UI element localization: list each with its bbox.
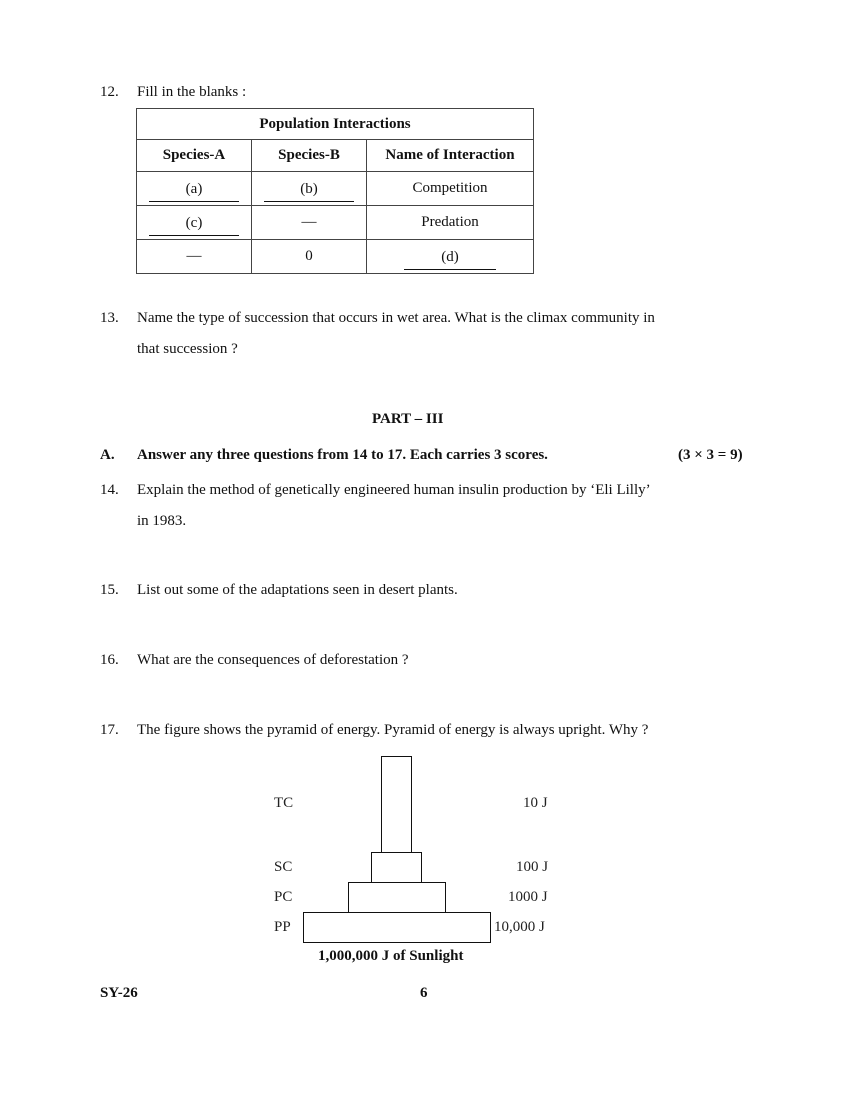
question-17-text: The figure shows the pyramid of energy. Pyramid of energy is always upright. Why ? (137, 722, 649, 738)
cell-species-b: 0 (252, 240, 367, 274)
blank-c: (c) (149, 214, 239, 236)
pyramid-level-sc (371, 852, 422, 883)
question-number-14: 14. (100, 482, 119, 498)
footer-code: SY-26 (100, 985, 138, 1001)
energy-label-pc: 1000 J (508, 889, 548, 905)
question-number-15: 15. (100, 582, 119, 598)
population-interactions-table (136, 108, 534, 274)
question-number-17: 17. (100, 722, 119, 738)
cell-interaction: Predation (367, 206, 534, 240)
level-label-sc: SC (274, 859, 293, 875)
pyramid-level-tc (381, 756, 412, 853)
level-label-tc: TC (274, 795, 294, 811)
blank-d: (d) (404, 248, 496, 270)
header-name-of-interaction: Name of Interaction (367, 140, 534, 172)
part-heading: PART – III (372, 411, 444, 427)
question-15-text: List out some of the adaptations seen in desert plants. (137, 582, 458, 598)
question-number-13: 13. (100, 310, 119, 326)
question-number-16: 16. (100, 652, 119, 668)
table-row (137, 172, 534, 206)
table-row (137, 240, 534, 274)
level-label-pc: PC (274, 889, 293, 905)
section-letter: A. (100, 447, 115, 463)
question-number-12: 12. (100, 84, 119, 100)
header-species-a: Species-A (137, 140, 252, 172)
sunlight-caption: 1,000,000 J of Sunlight (318, 948, 464, 964)
level-label-pp: PP (274, 919, 291, 935)
table-row (137, 206, 534, 240)
blank-a: (a) (149, 180, 239, 202)
energy-label-sc: 100 J (516, 859, 549, 875)
section-marks: (3 × 3 = 9) (678, 447, 743, 463)
table-caption: Population Interactions (137, 109, 534, 140)
question-12-text: Fill in the blanks : (137, 84, 247, 100)
blank-b: (b) (264, 180, 354, 202)
cell-species-b: — (252, 206, 367, 240)
question-14-line1: Explain the method of genetically engineered human insulin production by ‘Eli Lilly’ (137, 482, 651, 498)
header-species-b: Species-B (252, 140, 367, 172)
section-instruction: Answer any three questions from 14 to 17. Each carries 3 scores. (137, 447, 548, 463)
cell-species-a: — (137, 240, 252, 274)
question-14-line2: in 1983. (137, 513, 187, 529)
energy-label-tc: 10 J (523, 795, 548, 811)
pyramid-level-pp (303, 912, 491, 943)
energy-label-pp: 10,000 J (494, 919, 545, 935)
page-number: 6 (420, 985, 428, 1001)
question-13-line1: Name the type of succession that occurs in wet area. What is the climax community in (137, 310, 655, 326)
question-13-line2: that succession ? (137, 341, 238, 357)
cell-interaction: Competition (367, 172, 534, 206)
question-16-text: What are the consequences of deforestation ? (137, 652, 409, 668)
pyramid-level-pc (348, 882, 446, 913)
